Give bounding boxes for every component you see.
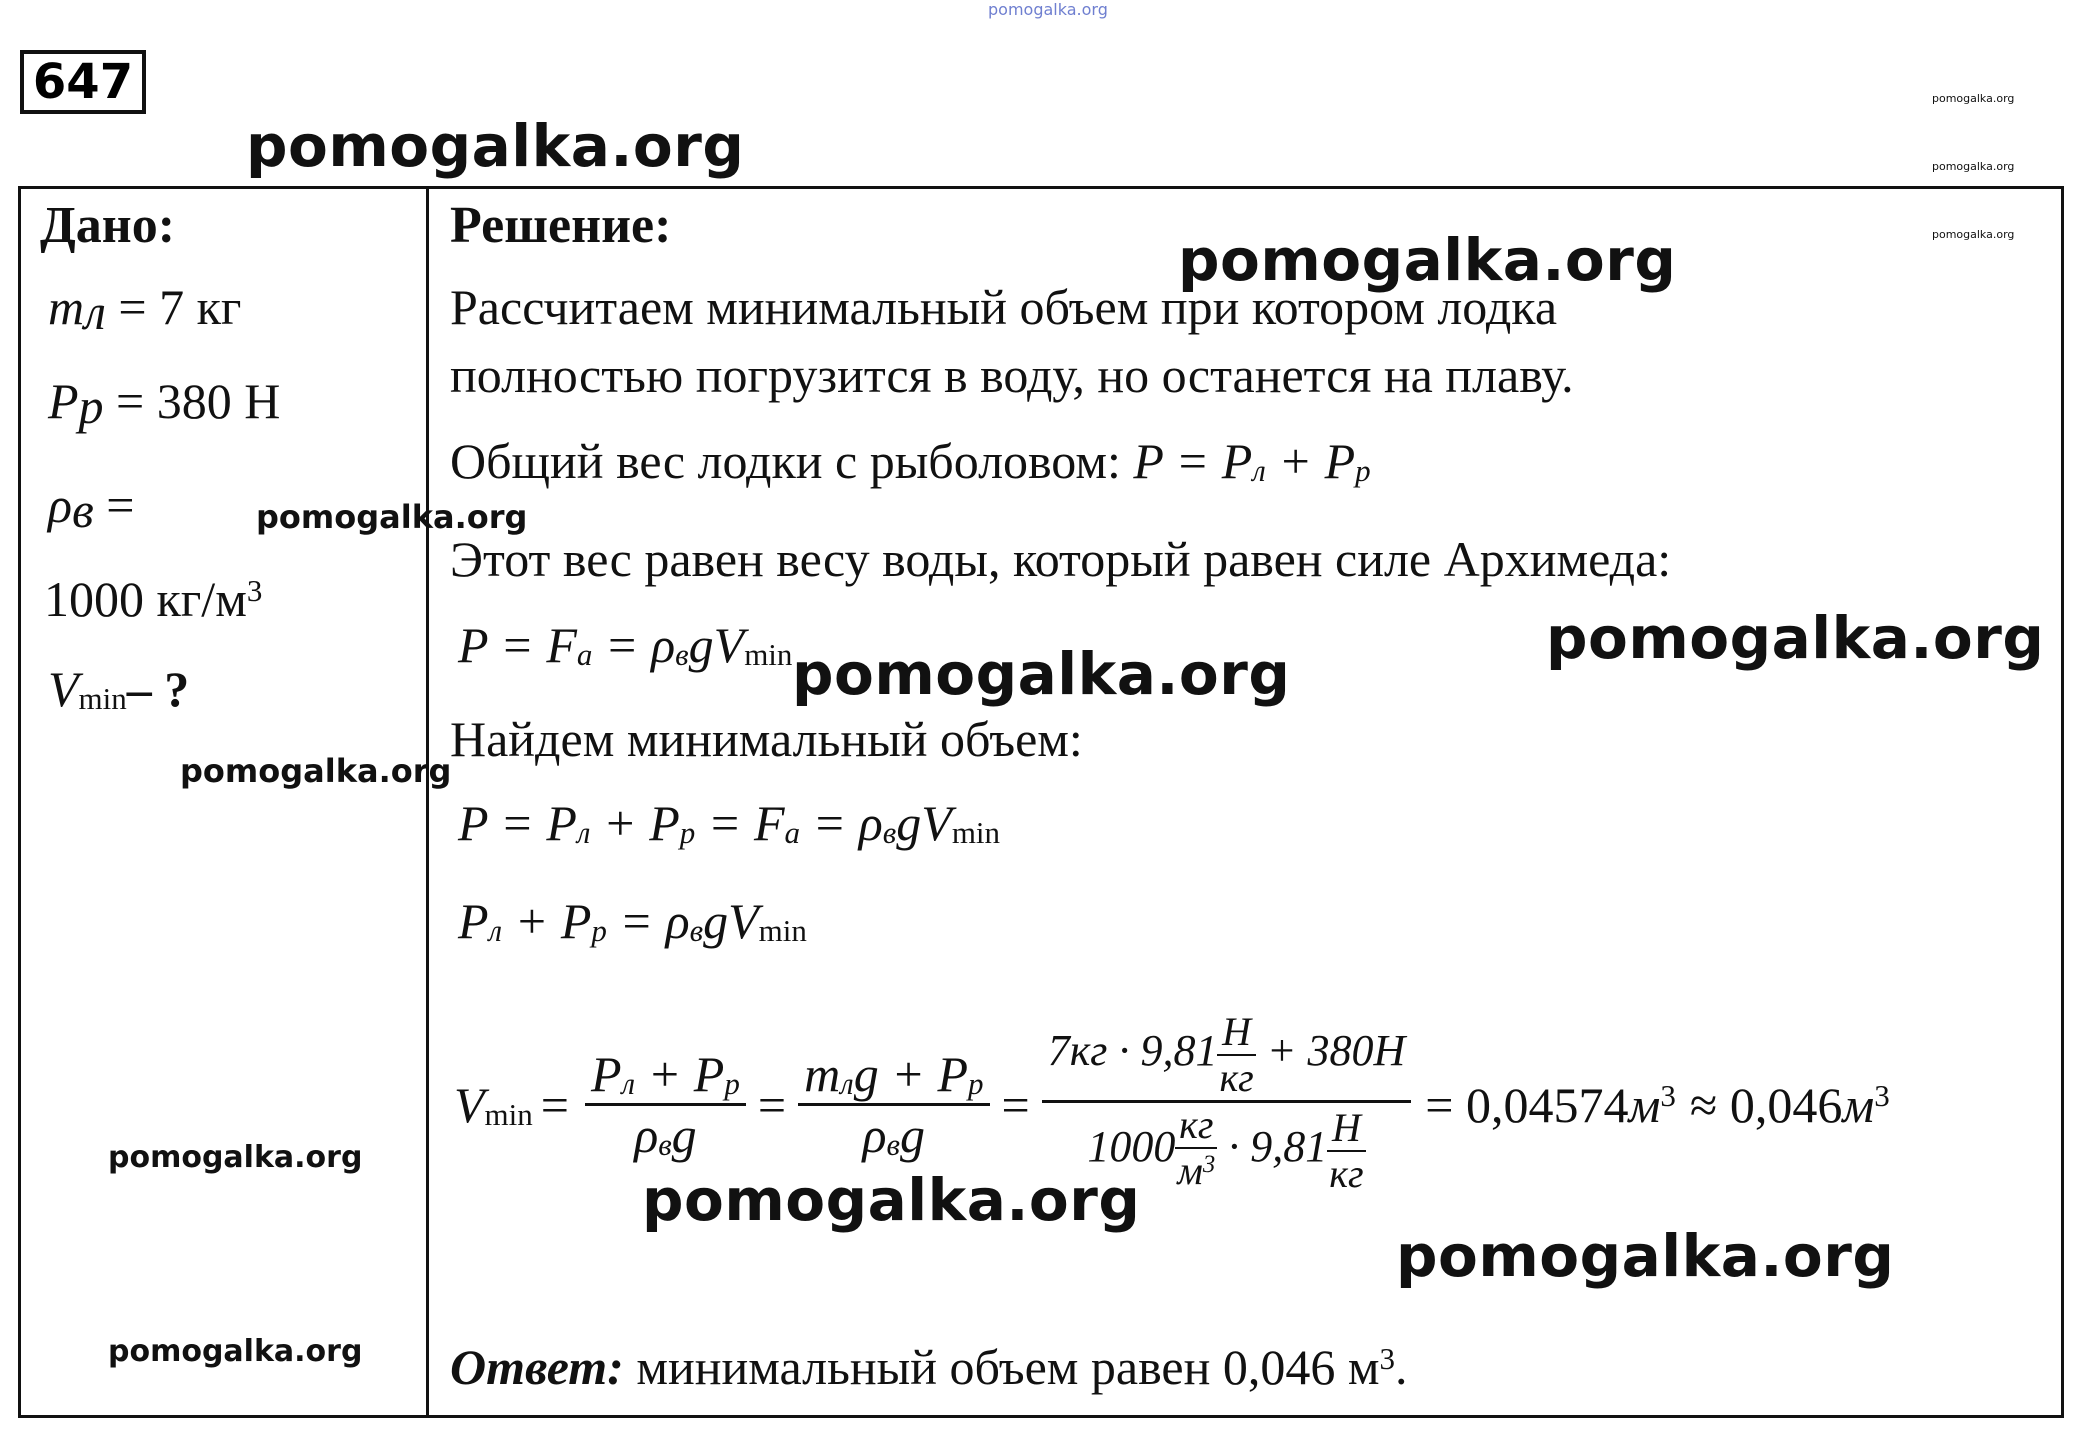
- watermark: pomogalka.org: [1178, 226, 1677, 294]
- solution-line-4: Этот вес равен весу воды, который равен силе Архимеда:: [450, 531, 1672, 587]
- formula-equality: $P = P_л + P_р = F_а = \rho_вgV_{min}$: [458, 795, 1001, 851]
- solution-line-3: Общий вес лодки с рыболовом: $P = P_л + P_р$: [450, 433, 1371, 489]
- answer: Ответ: минимальный объем равен 0,046 $м^3$.: [450, 1339, 1408, 1395]
- given-weight: $P_р = 380$ Н: [48, 373, 281, 434]
- watermark: pomogalka.org: [108, 1334, 363, 1369]
- solution-line-2: полностью погрузится в воду, но останется на плаву.: [450, 347, 1574, 403]
- given-mass: $m_л = 7$ кг: [48, 279, 242, 340]
- watermark: pomogalka.org: [180, 752, 452, 790]
- problem-number: 647: [20, 50, 146, 114]
- column-divider: [426, 186, 429, 1418]
- watermark-small: pomogalka.org: [1932, 228, 2015, 241]
- given-density-value: 1000 $кг/м^3$: [44, 571, 263, 627]
- watermark: pomogalka.org: [108, 1140, 363, 1175]
- given-unknown: $V_{min}-$ ?: [48, 661, 190, 717]
- watermark-small: pomogalka.org: [1932, 92, 2015, 105]
- watermark: pomogalka.org: [792, 640, 1291, 708]
- formula-balance: $P_л + P_р = \rho_вgV_{min}$: [458, 893, 807, 949]
- watermark-small: pomogalka.org: [1932, 160, 2015, 173]
- watermark: pomogalka.org: [246, 112, 745, 180]
- solution-heading: Решение:: [450, 197, 672, 254]
- watermark: pomogalka.org: [642, 1166, 1141, 1234]
- formula-total-weight: $P = P_л + P_р$: [1133, 433, 1371, 489]
- watermark-top: pomogalka.org: [988, 0, 1108, 19]
- formula-volume: $V_{min}$ = $\frac{P_л + P_р}{\rho_вg}$ = $\frac{m_лg + P_р}{\rho_вg}$ = 7кг · 9,81 Н кг + 380Н 1000 кг $м^3$ · 9,81 Н кг = 0,04574 $м^3$ ≈ 0,046 $м^3$: [454, 1009, 1890, 1196]
- given-heading: Дано:: [40, 197, 176, 254]
- watermark: pomogalka.org: [1396, 1222, 1895, 1290]
- watermark: pomogalka.org: [1546, 604, 2045, 672]
- given-density: $\rho_в$ =: [48, 477, 135, 538]
- formula-archimedes: $P = F_а = \rho_вgV_{min}$: [458, 617, 793, 673]
- solution-line-5: Найдем минимальный объем:: [450, 711, 1083, 767]
- watermark: pomogalka.org: [256, 498, 528, 536]
- solution-line-1: Рассчитаем минимальный объем при котором лодка: [450, 279, 1558, 335]
